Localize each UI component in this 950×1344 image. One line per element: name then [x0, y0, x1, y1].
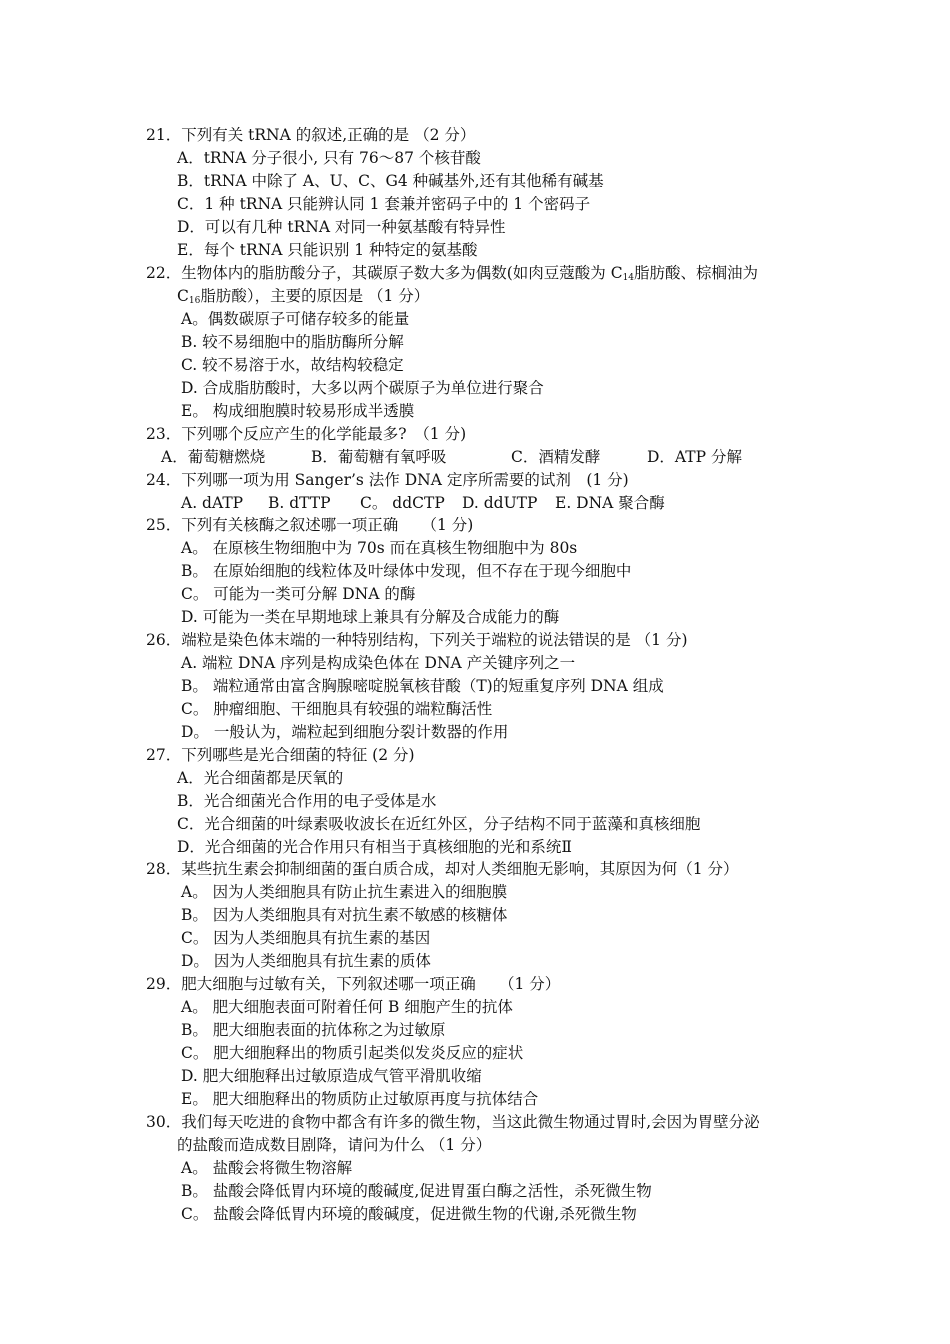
- question-22-option-d: D. 合成脂肪酸时，大多以两个碳原子为单位进行聚合: [181, 379, 544, 397]
- question-21-option-c: C．1 种 tRNA 只能辨认同 1 套兼并密码子中的 1 个密码子: [177, 195, 591, 213]
- question-25-option-d: D. 可能为一类在早期地球上兼具有分解及合成能力的酶: [181, 608, 560, 626]
- question-22-option-b: B. 较不易细胞中的脂肪酶所分解: [181, 333, 404, 351]
- question-21-option-b: B．tRNA 中除了 A、U、C、G4 种碱基外,还有其他稀有碱基: [177, 172, 604, 190]
- question-29-option-e: E。 肥大细胞释出的物质防止过敏原再度与抗体结合: [181, 1090, 539, 1108]
- question-30-option-a: A。 盐酸会将微生物溶解: [181, 1159, 353, 1177]
- question-28-option-b: B。 因为人类细胞具有对抗生素不敏感的核糖体: [181, 906, 508, 924]
- question-23-option-d: D．ATP 分解: [647, 448, 742, 466]
- question-29-option-d: D. 肥大细胞释出过敏原造成气管平滑肌收缩: [181, 1067, 482, 1085]
- question-29-option-a: A。 肥大细胞表面可附着任何 B 细胞产生的抗体: [181, 998, 513, 1016]
- question-24-option-a: A. dATP: [181, 494, 244, 512]
- question-26-option-a: A. 端粒 DNA 序列是构成染色体在 DNA 产关键序列之一: [181, 654, 576, 672]
- question-24-option-c: C。 ddCTP: [360, 494, 445, 512]
- question-22-subscript-14: 14: [622, 273, 635, 283]
- question-21-option-d: D．可以有几种 tRNA 对同一种氨基酸有特异性: [177, 218, 506, 236]
- question-22-option-e: E。 构成细胞膜时较易形成半透膜: [181, 402, 415, 420]
- question-22-stem2-post: 脂肪酸），主要的原因是 （1 分）: [200, 287, 430, 305]
- question-23-stem: 23．下列哪个反应产生的化学能最多? （1 分): [146, 425, 467, 443]
- question-25-option-c: C。 可能为一类可分解 DNA 的酶: [181, 585, 416, 603]
- question-26-option-d: D。 一般认为，端粒起到细胞分裂计数器的作用: [181, 723, 509, 741]
- question-25-option-a: A。 在原核生物细胞中为 70s 而在真核生物细胞中为 80s: [181, 539, 578, 557]
- question-22-stem: [146, 263, 758, 283]
- question-30-stem-line2: 的盐酸而造成数目剧降，请问为什么 （1 分）: [177, 1136, 492, 1154]
- question-27-option-a: A．光合细菌都是厌氧的: [177, 769, 344, 787]
- question-26-stem: 26．端粒是染色体末端的一种特别结构，下列关于端粒的说法错误的是 （1 分): [146, 631, 688, 649]
- question-30-option-b: B。 盐酸会降低胃内环境的酸碱度,促进胃蛋白酶之活性，杀死微生物: [181, 1182, 652, 1200]
- question-30-stem: 30．我们每天吃进的食物中都含有许多的微生物，当这此微生物通过胃时,会因为胃壁分泌: [146, 1113, 760, 1131]
- question-24-option-e: E. DNA 聚合酶: [555, 494, 665, 512]
- question-27-option-c: C．光合细菌的叶绿素吸收波长在近红外区，分子结构不同于蓝藻和真核细胞: [177, 815, 701, 833]
- question-26-option-b: B。 端粒通常由富含胸腺嘧啶脱氧核苷酸（T)的短重复序列 DNA 组成: [181, 677, 664, 695]
- question-28-option-c: C。 因为人类细胞具有抗生素的基因: [181, 929, 431, 947]
- question-27-option-d: D．光合细菌的光合作用只有相当于真核细胞的光和系统Ⅱ: [177, 838, 572, 856]
- question-21-option-e: E．每个 tRNA 只能识别 1 种特定的氨基酸: [177, 241, 478, 259]
- question-24-option-d: D. ddUTP: [462, 494, 538, 512]
- question-22-option-a: A。偶数碳原子可储存较多的能量: [181, 310, 410, 328]
- question-22-option-c: C. 较不易溶于水，故结构较稳定: [181, 356, 404, 374]
- question-29-stem: 29．肥大细胞与过敏有关，下列叙述哪一项正确 （1 分）: [146, 975, 561, 993]
- question-29-option-b: B。 肥大细胞表面的抗体称之为过敏原: [181, 1021, 446, 1039]
- question-22-stem-part1: 22．生物体内的脂肪酸分子，其碳原子数大多为偶数(如肉豆蔻酸为 C: [146, 264, 623, 282]
- question-29-option-c: C。 肥大细胞释出的物质引起类似发炎反应的症状: [181, 1044, 524, 1062]
- question-24-stem: 24．下列哪一项为用 Sanger’s 法作 DNA 定序所需要的试剂 (1 分): [146, 471, 629, 489]
- question-23-option-c: C．酒精发酵: [511, 448, 601, 466]
- question-26-option-c: C。 肿瘤细胞、干细胞具有较强的端粒酶活性: [181, 700, 493, 718]
- question-21-stem: 21．下列有关 tRNA 的叙述,正确的是 （2 分）: [146, 126, 476, 144]
- question-22-stem2-pre: C: [177, 287, 189, 305]
- question-22-stem-part2: 脂肪酸、棕榈油为: [634, 264, 759, 282]
- question-25-option-b: B。 在原始细胞的线粒体及叶绿体中发现，但不存在于现今细胞中: [181, 562, 632, 580]
- question-28-option-a: A。 因为人类细胞具有防止抗生素进入的细胞膜: [181, 883, 508, 901]
- question-24-option-b: B. dTTP: [268, 494, 331, 512]
- question-27-option-b: B．光合细菌光合作用的电子受体是水: [177, 792, 437, 810]
- question-28-option-d: D。 因为人类细胞具有抗生素的质体: [181, 952, 431, 970]
- question-23-option-b: B．葡萄糖有氧呼吸: [311, 448, 447, 466]
- question-21-option-a: A．tRNA 分子很小, 只有 76～87 个核苷酸: [177, 149, 481, 167]
- question-22-subscript-16: 16: [188, 296, 201, 306]
- question-22-stem-line2: [177, 286, 429, 306]
- question-28-stem: 28．某些抗生素会抑制细菌的蛋白质合成，却对人类细胞无影响，其原因为何（1 分）: [146, 860, 739, 878]
- question-25-stem: 25．下列有关核酶之叙述哪一项正确 （1 分): [146, 516, 474, 534]
- question-23-option-a: A．葡萄糖燃烧: [161, 448, 266, 466]
- question-30-option-c: C。 盐酸会降低胃内环境的酸碱度，促进微生物的代谢,杀死微生物: [181, 1205, 637, 1223]
- question-27-stem: 27．下列哪些是光合细菌的特征 (2 分): [146, 746, 415, 764]
